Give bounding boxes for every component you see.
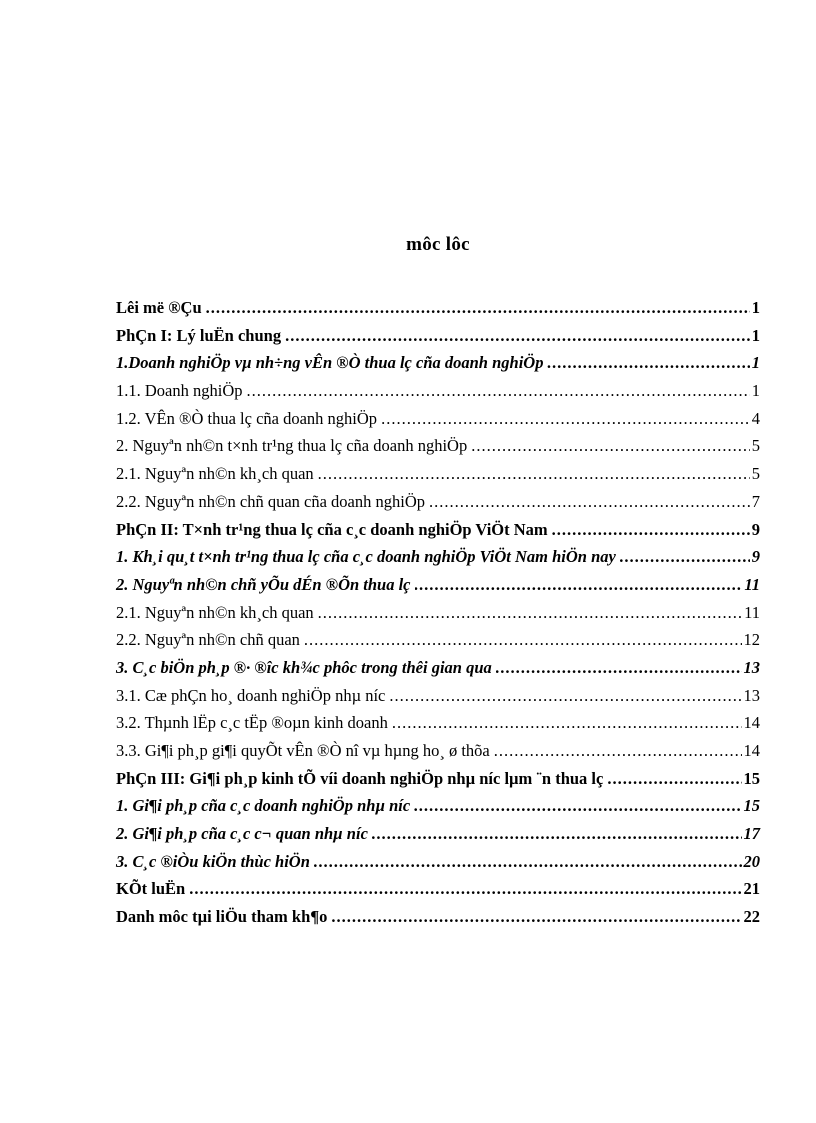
toc-entry-1-2[interactable] — [116, 405, 760, 433]
toc-entry-2-1[interactable] — [116, 460, 760, 488]
toc-entry-label: 2.1. Nguyªn nh©n kh¸ch quan — [116, 602, 314, 622]
toc-page-number: 14 — [743, 741, 760, 760]
toc-entry-ii-3-2[interactable] — [116, 709, 760, 737]
toc-leader-dots — [372, 820, 742, 848]
toc-leader-dots — [331, 903, 741, 931]
toc-entry-ii-1[interactable] — [116, 543, 760, 571]
toc-page-number: 15 — [743, 796, 760, 816]
toc-entry-label: 1. Gi¶i ph¸p cña c¸c doanh nghiÖp nhµ níc — [116, 796, 411, 816]
toc-entry-ii-3[interactable] — [116, 654, 760, 682]
toc-entry-ii-3-1[interactable] — [116, 682, 760, 710]
toc-leader-dots — [471, 432, 750, 460]
toc-entry-1-1[interactable] — [116, 377, 760, 405]
toc-leader-dots — [494, 737, 742, 765]
toc-page-number: 9 — [751, 547, 760, 567]
toc-leader-dots — [547, 349, 749, 377]
toc-page-number: 11 — [744, 574, 760, 594]
toc-page-number: 1 — [751, 325, 760, 345]
toc-page-number: 7 — [751, 491, 760, 511]
toc-entry-label: 2.2. Nguyªn nh©n chñ quan — [116, 630, 300, 650]
toc-leader-dots — [314, 848, 742, 876]
toc-entry-1[interactable] — [116, 349, 760, 377]
toc-entry-label: 2. Nguyªn nh©n chñ yÕu dÉn ®Õn thua lç — [116, 574, 411, 594]
toc-page-number: 17 — [743, 824, 760, 844]
toc-entry-2[interactable] — [116, 432, 760, 460]
toc-entry-iii-1[interactable] — [116, 792, 760, 820]
toc-page-number: 1 — [751, 353, 760, 373]
toc-entry-ii-2-2[interactable] — [116, 626, 760, 654]
toc-entry-label: 3. C¸c ®iÒu kiÖn thùc hiÖn — [116, 851, 310, 871]
toc-entry-label: 2. Gi¶i ph¸p cña c¸c c¬ quan nhµ níc — [116, 824, 368, 844]
toc-entry-references[interactable] — [116, 903, 760, 931]
toc-leader-dots — [381, 405, 750, 433]
toc-entry-part-3[interactable] — [116, 765, 760, 793]
toc-leader-dots — [318, 599, 742, 627]
toc-leader-dots — [496, 654, 742, 682]
toc-entry-label: PhÇn III: Gi¶i ph¸p kinh tÕ víi doanh nghiÖp nhµ níc lµm ¨n thua lç — [116, 768, 604, 788]
toc-page-number: 22 — [743, 907, 760, 927]
toc-leader-dots — [607, 765, 741, 793]
toc-leader-dots — [389, 682, 741, 710]
toc-entry-label: PhÇn II: T×nh tr¹ng thua lç cña c¸c doanh nghiÖp ViÖt Nam — [116, 519, 548, 539]
toc-entry-iii-2[interactable] — [116, 820, 760, 848]
toc-leader-dots — [247, 377, 750, 405]
toc-entry-label: 2.2. Nguyªn nh©n chñ quan cña doanh nghiÖp — [116, 491, 425, 511]
toc-leader-dots — [206, 294, 750, 322]
toc-leader-dots — [552, 516, 750, 544]
toc-entry-label: 3.3. Gi¶i ph¸p gi¶i quyÕt vÊn ®Ò nî vµ hµng ho¸ ø thõa — [116, 741, 490, 760]
toc-entry-intro[interactable] — [116, 294, 760, 322]
toc-entry-conclusion[interactable] — [116, 875, 760, 903]
toc-entry-label: 3. C¸c biÖn ph¸p ®· ®îc kh¾c phôc trong thêi gian qua — [116, 657, 492, 677]
toc-page-number: 12 — [743, 630, 760, 650]
toc-entry-label: KÕt luËn — [116, 879, 186, 899]
toc-leader-dots — [414, 792, 741, 820]
toc-leader-dots — [285, 322, 750, 350]
toc-page-number: 5 — [751, 464, 760, 484]
toc-page-number: 1 — [751, 381, 760, 401]
toc-page-number: 13 — [743, 657, 760, 677]
toc-page-number: 14 — [743, 713, 760, 733]
toc-entry-ii-2-1[interactable] — [116, 599, 760, 627]
toc-page-number: 1 — [751, 298, 760, 317]
toc-entry-label: 2. Nguyªn nh©n t×nh tr¹ng thua lç cña doanh nghiÖp — [116, 436, 468, 456]
toc-page-number: 21 — [743, 879, 760, 899]
toc-entry-label: 1.1. Doanh nghiÖp — [116, 381, 243, 401]
toc-page-number: 13 — [743, 685, 760, 705]
toc-leader-dots — [429, 488, 750, 516]
toc-entry-part-2[interactable] — [116, 516, 760, 544]
toc-entry-2-2[interactable] — [116, 488, 760, 516]
toc-leader-dots — [415, 571, 743, 599]
toc-entry-label: 3.2. Thµnh lËp c¸c tËp ®oµn kinh doanh — [116, 713, 388, 733]
toc-leader-dots — [189, 875, 741, 903]
toc-title: môc lôc — [406, 234, 470, 255]
toc-leader-dots — [304, 626, 742, 654]
toc-page-number: 15 — [743, 768, 760, 788]
toc-entry-part-1[interactable] — [116, 322, 760, 350]
toc-entry-label: Danh môc tµi liÖu tham kh¶o — [116, 907, 328, 927]
toc-leader-dots — [620, 543, 750, 571]
toc-entry-label: 2.1. Nguyªn nh©n kh¸ch quan — [116, 464, 314, 484]
toc-entry-label: 1.2. VÊn ®Ò thua lç cña doanh nghiÖp — [116, 408, 378, 428]
toc-entry-label: 1.Doanh nghiÖp vµ nh÷ng vÊn ®Ò thua lç cña doanh nghiÖp — [116, 353, 544, 373]
toc-entry-label: 3.1. Cæ phÇn ho¸ doanh nghiÖp nhµ níc — [116, 685, 386, 705]
toc-page-number: 11 — [744, 602, 760, 622]
toc-entry-label: 1. Kh¸i qu¸t t×nh tr¹ng thua lç cña c¸c doanh nghiÖp ViÖt Nam hiÖn nay — [116, 547, 616, 567]
toc-entry-ii-3-3[interactable] — [116, 737, 760, 765]
toc-entry-label: PhÇn I: Lý luËn chung — [116, 325, 282, 345]
toc-entry-label: Lêi më ®Çu — [116, 298, 202, 317]
toc-leader-dots — [318, 460, 750, 488]
toc-entry-iii-3[interactable] — [116, 848, 760, 876]
table-of-contents — [116, 294, 760, 931]
toc-page-number: 5 — [751, 436, 760, 456]
toc-page-number: 4 — [751, 408, 760, 428]
toc-leader-dots — [392, 709, 742, 737]
toc-page-number: 20 — [743, 851, 760, 871]
toc-entry-ii-2[interactable] — [116, 571, 760, 599]
toc-page-number: 9 — [751, 519, 760, 539]
